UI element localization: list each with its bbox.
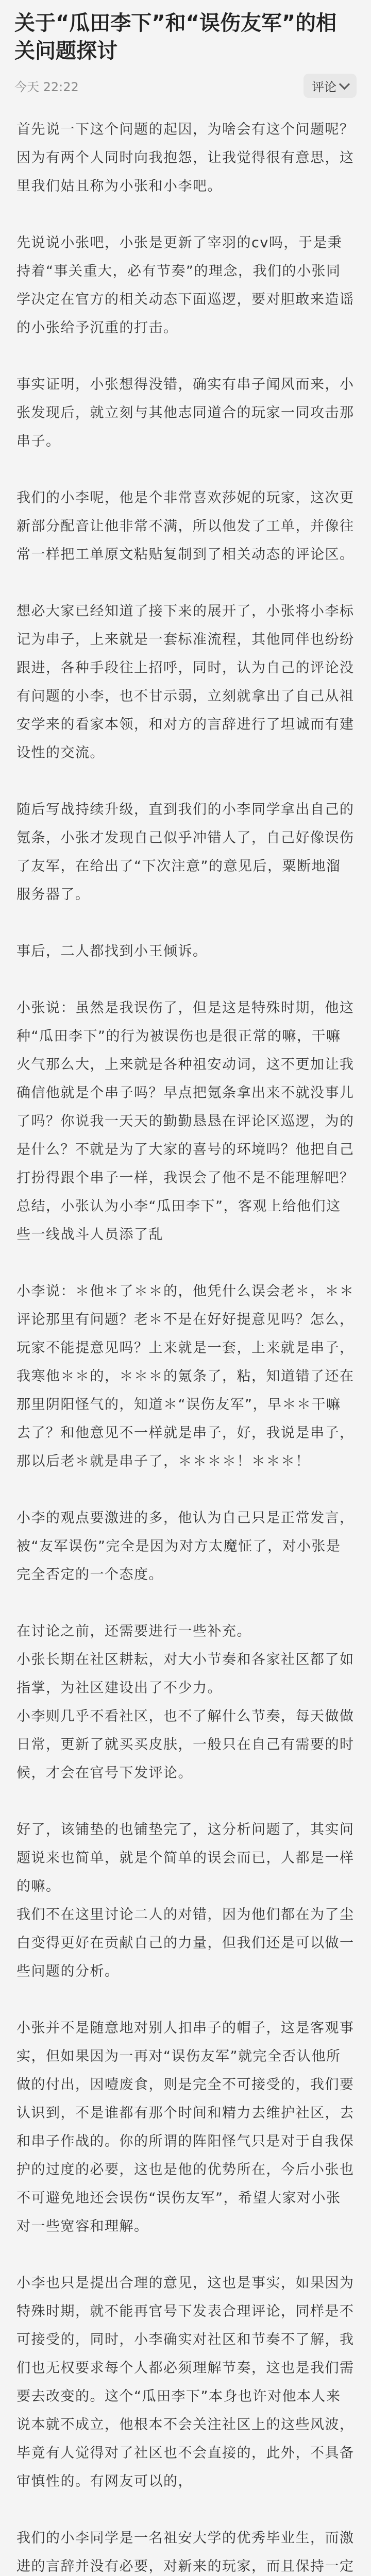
- note-title: 关于“瓜田李下”和“误伤友军”的相关问题探讨: [14, 11, 337, 63]
- paragraph: 小李也只是提出合理的意见，这也是事实，如果因为特殊时期，就不能再官号下发表合理评论，同样是不可接受的，同时，小李确实对社区和节奏不了解，我们也无权要求每个人都必须理解节奏，这也是我们需要去改变的。这个“瓜田李下”本身也许对他本人来说本就不成立，他根本不会关注社区上的这些风波，毕竟有人觉得对了社区也不会直接的，此外，不具备审慎性的。有网友可以的，: [16, 2275, 355, 2489]
- paragraph: 先说说小张吧，小张是更新了宰羽的cv吗，于是秉持着“事关重大，必有节奏”的理念，我们的小张同学决定在官方的相关动态下面巡逻，要对胆敢来造谣的小张给予沉重的打击。: [16, 235, 355, 336]
- paragraph: 我们的小李同学是一名祖安大学的优秀毕业生，而激进的言辞并没有必要，对新来的玩家，而且保持一定: [16, 2530, 355, 2574]
- chevron-down-icon: [339, 78, 350, 89]
- note-header: [0, 0, 371, 103]
- paragraph: 事后，二人都找到小王倾诉。: [16, 943, 208, 959]
- paragraph: 小张说：虽然是我误伤了，但是这是特殊时期，他这种“瓜田李下”的行为被误伤也是很正常的嘛，干嘛火气那么大，上来就是各种祖安动词，这不更加让我确信他就是个串子吗？早点把氪条拿出来不就没事儿了吗？你说我一天天的勤勤恳恳在评论区巡逻，为的是什么？不就是为了大家的喜号的环境吗？他把自己打扮得跟个串子一样，我误会了他不是不能理解吧？ 总结，小张认为小李“瓜田李下”，客观上给他们这些一线战斗人员添了乱: [16, 1000, 355, 1243]
- paragraph: 小李说：＊他＊了＊＊的，他凭什么误会老＊，＊＊评论那里有问题？老＊不是在好好提意见吗？怎么，玩家不能提意见吗？上来就是一套，上来就是串子，我寒他＊＊的，＊＊＊的氪条了，粘，知道错了还在那里阴阳怪气的，知道＊“误伤友军”，早＊＊干嘛去了？和他意见不一样就是串子，好，我说是串子，那以后老＊就是串子了，＊＊＊＊！＊＊＊！: [16, 1283, 355, 1469]
- paragraph: 在讨论之前，还需要进行一些补充。 小张长期在社区耕耘，对大小节奏和各家社区都了如指掌，为社区建设出了不少力。 小李则几乎不看社区，也不了解什么节奏，每天做做日常，更新了就买买皮肤，一般只在自己有需要的时候，才会在官号下发评论。: [16, 1623, 355, 1781]
- mode-label: 评论: [312, 79, 336, 94]
- note-meta: [14, 73, 357, 98]
- paragraph: 我们的小李呢，他是个非常喜欢莎妮的玩家，这次更新部分配音让他非常不满，所以他发了工单，并像往常一样把工单原文粘贴复制到了相关动态的评论区。: [16, 490, 355, 563]
- note-date: 今天 22:22: [14, 79, 79, 94]
- mode-selector-button[interactable]: [303, 74, 357, 98]
- paragraph: 好了，该铺垫的也铺垫完了，这分析问题了，其实问题说来也简单，就是个简单的误会而已，人都是一样的嘛。 我们不在这里讨论二人的对错，因为他们都在为了尘白变得更好在贡献自己的力量，但我们还是可以做一些问题的分析。: [16, 1822, 355, 1979]
- paragraph: 随后写战持续升级，直到我们的小李同学拿出自己的氪条，小张才发现自己似乎冲错人了，自己好像误伤了友军，在给出了“下次注意”的意见后，粟断地溜服务器了。: [16, 802, 355, 903]
- paragraph: 想必大家已经知道了接下来的展开了，小张将小李标记为串子，上来就是一套标准流程，其他同伴也纷纷跟进，各种手段往上招呼，同时，认为自己的评论没有问题的小李，也不甘示弱，立刻就拿出了自己从祖安学来的看家本领，和对方的言辞进行了坦诚而有建设性的交流。: [16, 603, 355, 761]
- note-body[interactable]: [0, 103, 371, 2576]
- paragraph: 小张并不是随意地对别人扣串子的帽子，这是客观事实，但如果因为一再对“误伤友军”就完全否认他所做的付出，因噎废食，则是完全不可接受的，我们要认识到，不是谁都有那个时间和精力去维护社区，去和串子作战的。你的所谓的阵阳怪气只是对于自我保护的过度的必要，这也是他的优势所在，今后小张也不可避免地还会误伤“误伤友军”，希望大家对小张对一些宽容和理解。: [16, 2020, 355, 2234]
- paragraph: 首先说一下这个问题的起因，为啥会有这个问题呢？因为有两个人同时向我抱怨，让我觉得很有意思，这里我们姑且称为小张和小李吧。: [16, 122, 355, 194]
- paragraph: 小李的观点要激进的多，他认为自己只是正常发言，被“友军误伤”完全是因为对方太魔怔了，对小张是完全否定的一个态度。: [16, 1510, 355, 1583]
- paragraph: 事实证明，小张想得没错，确实有串子闻风而来，小张发现后，就立刻与其他志同道合的玩家一同攻击那串子。: [16, 377, 355, 449]
